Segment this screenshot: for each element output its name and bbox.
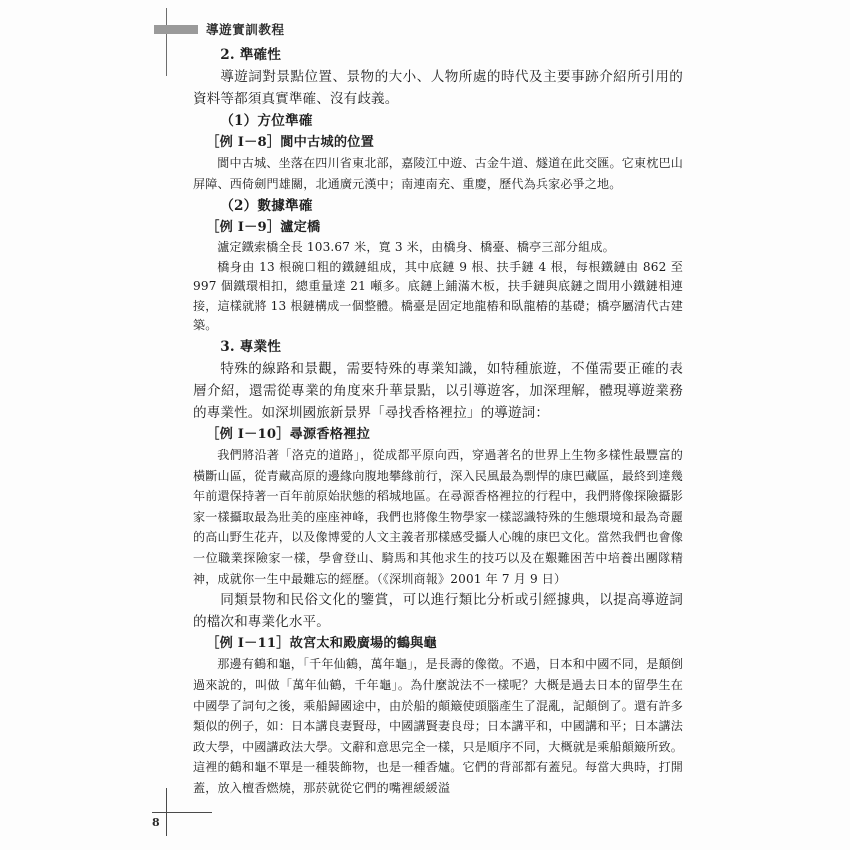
example-title-1-9: ［例 I－9］瀘定橋: [206, 219, 321, 235]
section-heading-accuracy: 2. 準確性: [220, 47, 282, 63]
running-title: 導遊實訓教程: [206, 22, 285, 37]
subheading-direction-accuracy: （1）方位準確: [220, 113, 313, 130]
example-body-1-9-line-2: 橋身由 13 根碗口粗的鐵鏈組成，其中底鏈 9 根、扶手鏈 4 根，每根鐵鏈由 862 至 997 個鐵環相扣，總重量達 21 噸多。底鏈上鋪滿木板，扶手鏈與底鏈之間用小鐵鏈相連接，這樣就將 13 根鏈構成一個整體。橋臺是固定地龍樁和臥龍樁的基礎；橋亭屬清代古建築。: [193, 259, 683, 333]
example-title-1-8: ［例 I－8］閬中古城的位置: [206, 135, 374, 151]
page-header: [154, 20, 285, 38]
example-body-1-11: 那邊有鶴和龜，「千年仙鶴，萬年龜」，是長壽的像徵。不過，日本和中國不同，是顛倒過來說的，叫做「萬年仙鶴，千年龜」。為什麼說法不一樣呢？大概是過去日本的留學生在中國學了詞句之後，乘船歸國途中，由於船的顛簸使頭腦產生了混亂，記顛倒了。還有許多類似的例子，如：日本講良妻賢母，中國講賢妻良母；日本講平和，中國講和平；日本講法政大學，中國講政法大學。文辭和意思完全一樣，只是順序不同，大概就是乘船顛簸所致。這裡的鶴和龜不單是一種裝飾物，也是一種香爐。它們的背部都有蓋兒。每當大典時，打開蓋，放入檀香燃燒，那菸就從它們的嘴裡緩緩溢: [193, 657, 683, 795]
paragraph-professionalism: 特殊的線路和景觀，需要特殊的專業知識，如特種旅遊，不僅需要正確的表層介紹，還需從專業的角度來升華景點，以引導遊客，加深理解，體現導遊業務的專業性。如深圳國旅新景界「尋找香格裡拉」的導遊詞：: [193, 360, 683, 421]
paragraph-accuracy: 導遊詞對景點位置、景物的大小、人物所處的時代及主要事跡介紹所引用的資料等都須真實準確、沒有歧義。: [193, 69, 683, 108]
example-title-1-11: ［例 I－11］故宮太和殿廣場的鶴與龜: [206, 636, 437, 652]
example-body-1-10: 我們將沿著「洛克的道路」，從成都平原向西，穿過著名的世界上生物多樣性最豐富的橫斷山區，從青藏高原的邊緣向腹地攀緣前行，深入民風最為剽悍的康巴藏區，最終到達幾年前還保持著一百年前原始狀態的稻城地區。在尋源香格裡拉的行程中，我們將像探險攝影家一樣攝取最為壯美的座座神峰，我們也將像生物學家一樣認識特殊的生態環境和最為奇麗的高山野生花卉，以及像博愛的人文主義者那樣感受攝人心魄的康巴文化。當然我們也會像一位職業探險家一樣，學會登山、騎馬和其他求生的技巧以及在艱難困苦中培養出團隊精神，成就你一生中最難忘的經歷。（《深圳商報》2001 年 7 月 9 日）: [193, 448, 683, 586]
example-body-1-8: 閬中古城、坐落在四川省東北部，嘉陵江中遊、古金牛道、燧道在此交匯。它東枕巴山屏障、西倚劍門雄關，北通廣元漢中；南連南充、重慶，歷代為兵家必爭之地。: [193, 156, 683, 191]
header-vertical-rule: [166, 8, 167, 76]
folio-horizontal-rule: [152, 812, 212, 813]
example-body-1-9-line-1: 瀘定鐵索橋全長 103.67 米，寬 3 米，由橋身、橋臺、橋亭三部分組成。: [217, 239, 615, 254]
section-heading-professionalism: 3. 專業性: [220, 338, 282, 355]
page-body: [193, 44, 683, 798]
page-number: 8: [152, 816, 160, 829]
subheading-data-accuracy: （2）數據準確: [220, 197, 313, 214]
header-gray-bar: [154, 25, 198, 34]
example-title-1-10: ［例 I－10］尋源香格裡拉: [206, 426, 370, 442]
paragraph-comparative-analysis: 同類景物和民俗文化的鑒賞，可以進行類比分析或引經據典，以提高導遊詞的檔次和專業化水平。: [193, 592, 683, 631]
